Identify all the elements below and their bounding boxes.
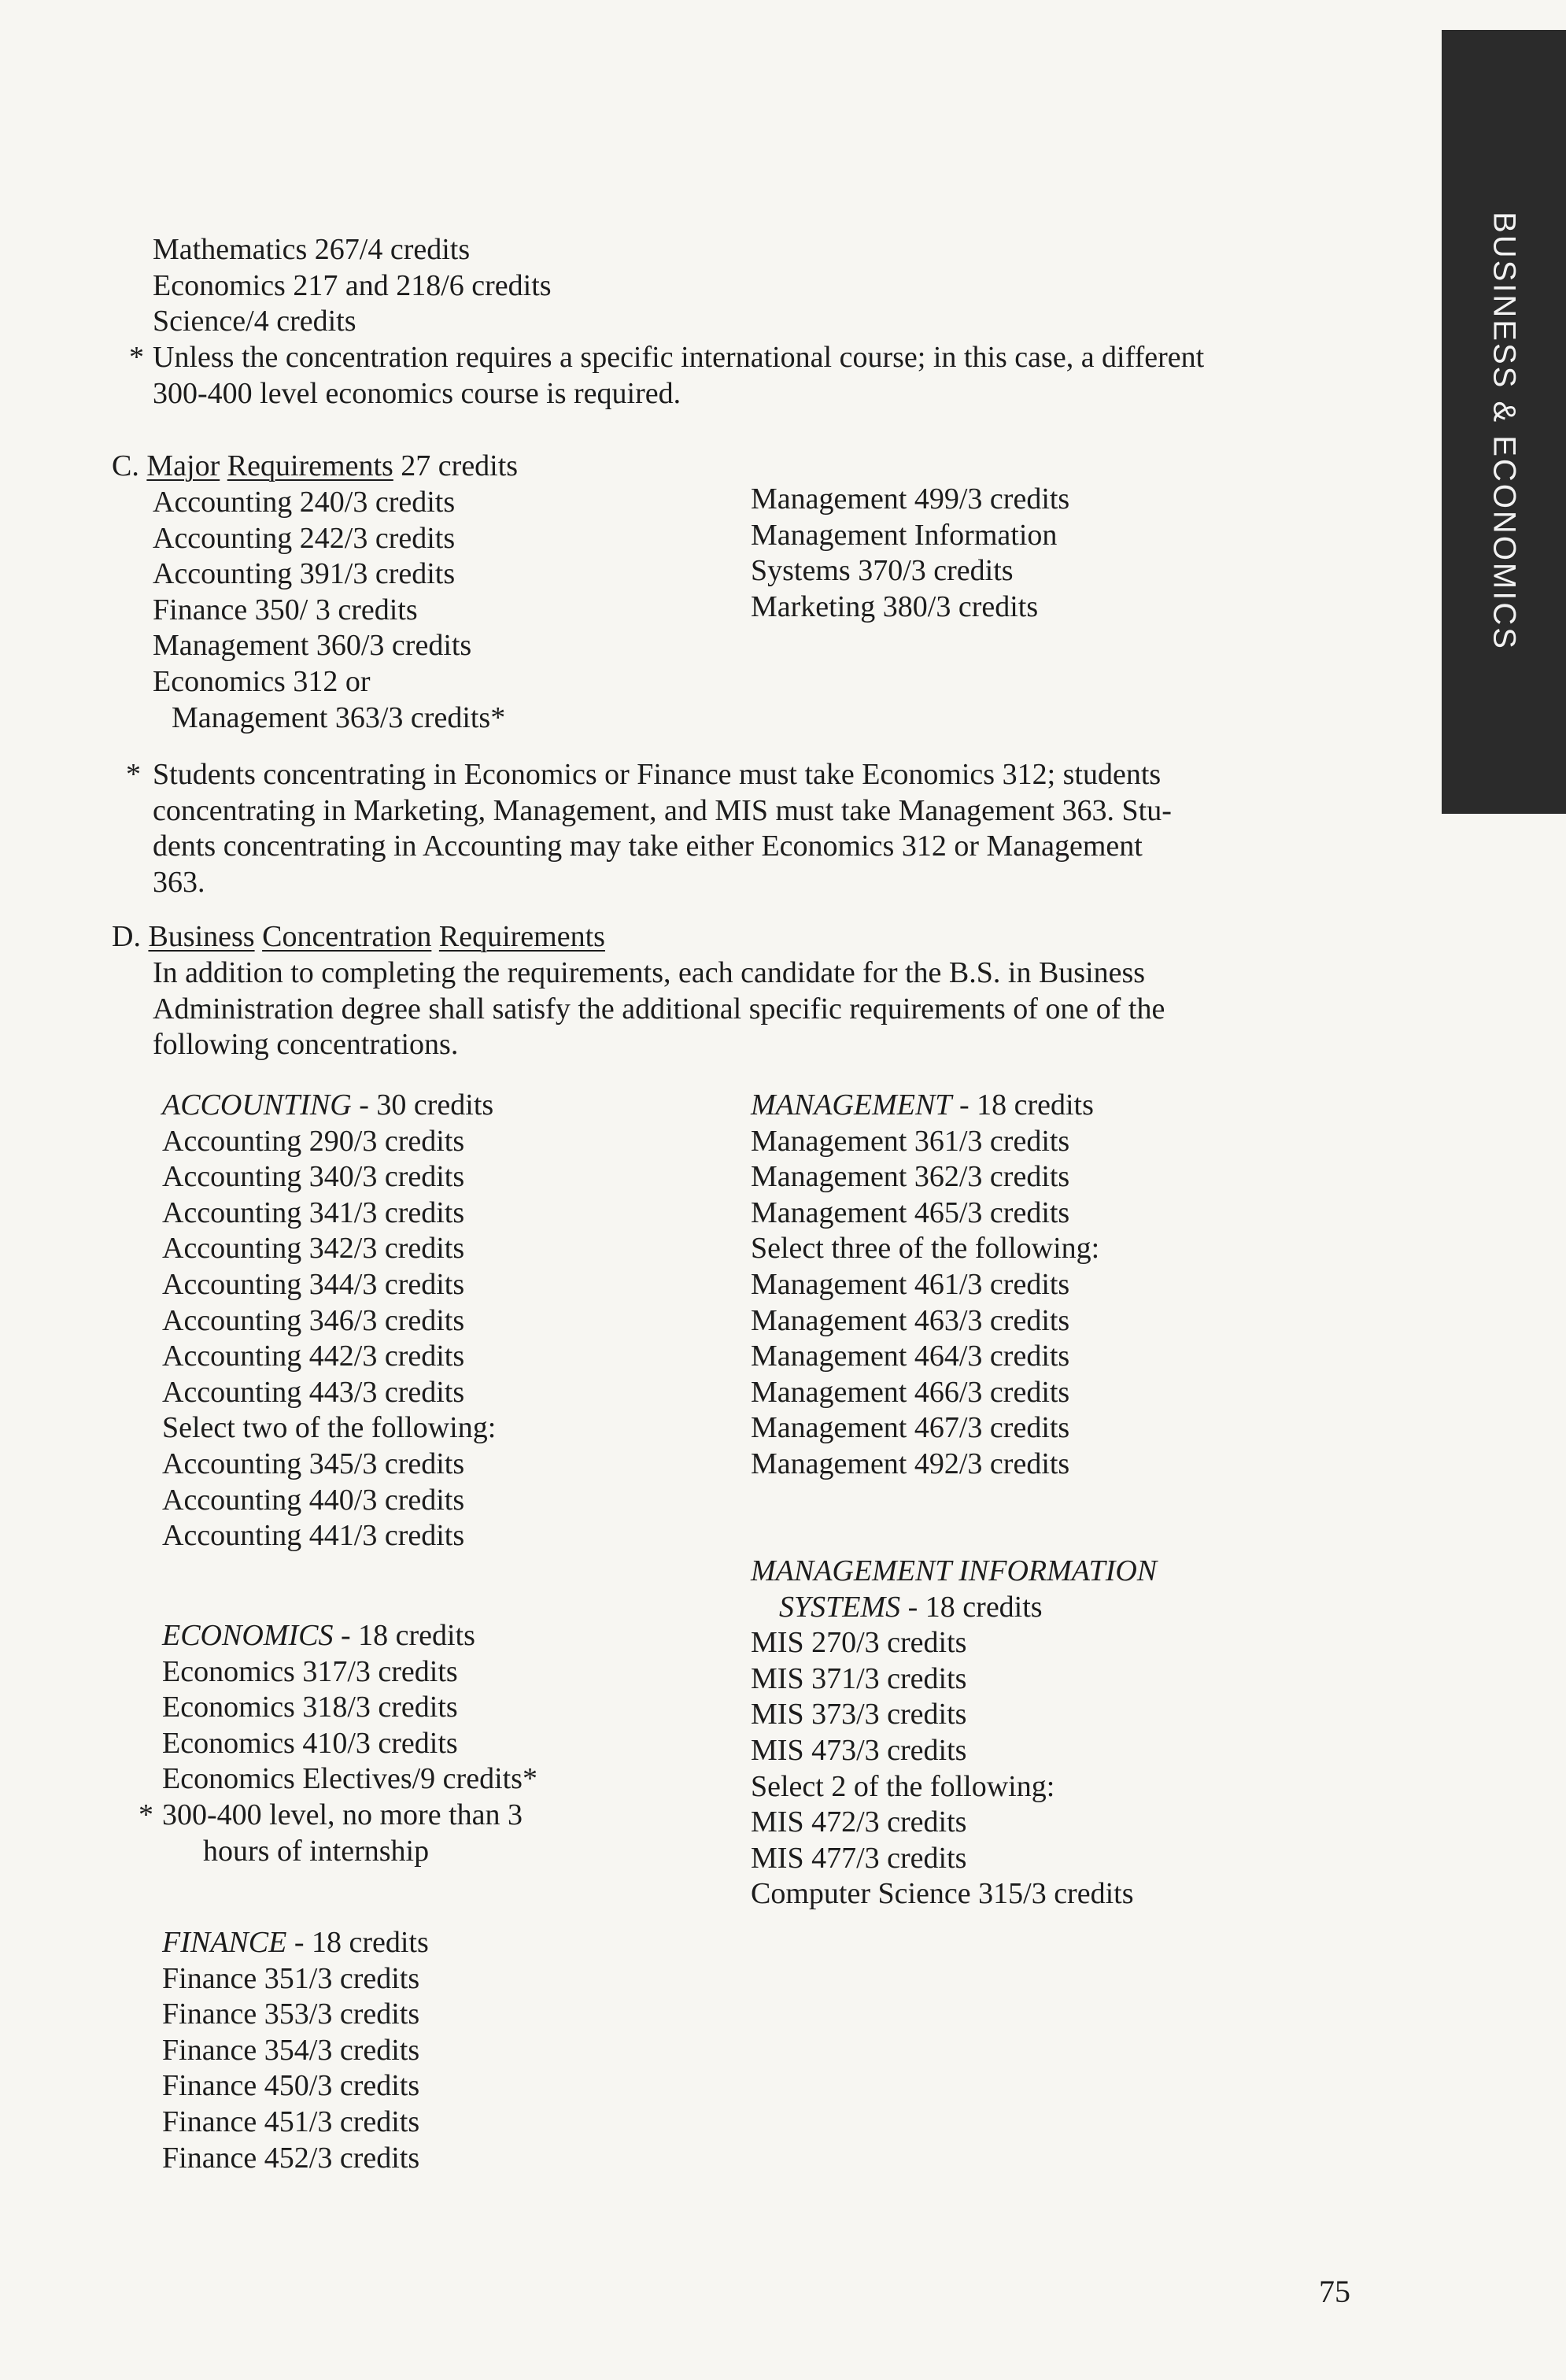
concentration-title bbox=[162, 1925, 429, 1961]
course-line: Accounting 290/3 credits bbox=[162, 1124, 465, 1158]
prereq-line: Economics 217 and 218/6 credits bbox=[153, 268, 552, 302]
course-line: Management 463/3 credits bbox=[751, 1303, 1070, 1337]
management-credits: - 18 credits bbox=[951, 1088, 1094, 1122]
selection-instruction: Select 2 of the following: bbox=[751, 1769, 1055, 1803]
course-line: Management 466/3 credits bbox=[751, 1375, 1070, 1409]
course-line: Management 467/3 credits bbox=[751, 1411, 1070, 1445]
course-line: MIS 477/3 credits bbox=[751, 1841, 967, 1875]
note-line: Students concentrating in Economics or Finance must take Economics 312; students bbox=[153, 758, 1162, 791]
side-tab-label: BUSINESS & ECONOMICS bbox=[1487, 212, 1522, 651]
course-line: Finance 450/3 credits bbox=[162, 2069, 420, 2103]
course-line: Accounting 440/3 credits bbox=[162, 1483, 465, 1517]
intro-line: following concentrations. bbox=[153, 1028, 459, 1062]
course-line: MIS 371/3 credits bbox=[751, 1661, 967, 1695]
mis-title: MANAGEMENT INFORMATION bbox=[751, 1554, 1158, 1587]
heading-major: Major bbox=[146, 449, 220, 482]
intro-line: Administration degree shall satisfy the additional specific requirements of one of the bbox=[153, 992, 1165, 1026]
section-side-tab bbox=[1442, 30, 1566, 814]
finance-credits: - 18 credits bbox=[286, 1926, 429, 1959]
course-line: Accounting 345/3 credits bbox=[162, 1447, 465, 1480]
heading-concentration: Concentration bbox=[262, 920, 432, 953]
course-line: Accounting 340/3 credits bbox=[162, 1160, 465, 1194]
course-line: Management 362/3 credits bbox=[751, 1160, 1070, 1194]
major-requirements-right bbox=[751, 482, 1069, 625]
course-line: Finance 351/3 credits bbox=[162, 1961, 420, 1995]
mis-concentration bbox=[751, 1554, 1157, 1913]
management-title: MANAGEMENT bbox=[751, 1088, 952, 1122]
finance-title: FINANCE bbox=[162, 1926, 287, 1959]
course-line: Accounting 240/3 credits bbox=[153, 486, 456, 519]
heading-requirements: Requirements bbox=[227, 449, 393, 482]
accounting-concentration bbox=[162, 1088, 496, 1554]
course-line: Management 465/3 credits bbox=[751, 1196, 1070, 1229]
course-line: MIS 473/3 credits bbox=[751, 1733, 967, 1767]
accounting-credits: - 30 credits bbox=[351, 1088, 494, 1122]
prereq-note-line: 300-400 level economics course is required. bbox=[153, 377, 681, 410]
concentration-title bbox=[162, 1618, 537, 1654]
course-line: Systems 370/3 credits bbox=[751, 554, 1014, 588]
course-line: Management 492/3 credits bbox=[751, 1447, 1070, 1480]
course-line: Economics 410/3 credits bbox=[162, 1726, 458, 1760]
heading-requirements: Requirements bbox=[438, 920, 605, 953]
course-line: MIS 472/3 credits bbox=[751, 1805, 967, 1839]
concentration-title bbox=[751, 1088, 1099, 1124]
economics-note-line: hours of internship bbox=[203, 1835, 430, 1868]
course-line: Finance 354/3 credits bbox=[162, 2033, 420, 2067]
intro-line: In addition to completing the requirements, each candidate for the B.S. in Business bbox=[153, 956, 1146, 989]
course-line: Management 361/3 credits bbox=[751, 1124, 1070, 1158]
major-note-symbol: * bbox=[126, 758, 141, 791]
course-line: Accounting 344/3 credits bbox=[162, 1267, 465, 1301]
prereq-line: Mathematics 267/4 credits bbox=[153, 233, 471, 266]
economics-title: ECONOMICS bbox=[162, 1619, 334, 1652]
prereq-line: Science/4 credits bbox=[153, 305, 356, 338]
accounting-title: ACCOUNTING bbox=[162, 1088, 352, 1122]
course-line: Finance 350/ 3 credits bbox=[153, 593, 418, 626]
note-line: 363. bbox=[153, 865, 205, 899]
section-d-heading bbox=[112, 919, 605, 955]
management-concentration bbox=[751, 1088, 1099, 1483]
course-line: Economics 318/3 credits bbox=[162, 1691, 458, 1724]
course-line: Economics 312 or bbox=[153, 664, 371, 698]
mis-title-line2: SYSTEMS bbox=[779, 1590, 901, 1624]
course-line: Economics Electives/9 credits* bbox=[162, 1762, 537, 1796]
economics-note-line: 300-400 level, no more than 3 bbox=[162, 1798, 523, 1831]
major-note bbox=[153, 757, 1172, 900]
prereq-note-symbol: * bbox=[129, 341, 144, 374]
course-line: Accounting 342/3 credits bbox=[162, 1232, 465, 1266]
course-line: Management 363/3 credits* bbox=[172, 700, 506, 734]
course-line: MIS 270/3 credits bbox=[751, 1626, 967, 1660]
prereq-note-line: Unless the concentration requires a specific international course; in this case, a different bbox=[153, 341, 1205, 374]
selection-instruction: Select two of the following: bbox=[162, 1411, 497, 1445]
page-number: 75 bbox=[1319, 2274, 1350, 2309]
section-d-intro bbox=[153, 955, 1165, 1063]
heading-business: Business bbox=[148, 920, 255, 953]
course-line: Management 360/3 credits bbox=[153, 629, 472, 663]
economics-note-symbol: * bbox=[139, 1798, 153, 1831]
mis-credits: - 18 credits bbox=[900, 1590, 1043, 1624]
note-line: concentrating in Marketing, Management, and MIS must take Management 363. Stu- bbox=[153, 793, 1172, 827]
course-line: MIS 373/3 credits bbox=[751, 1698, 967, 1731]
concentration-title bbox=[751, 1590, 1157, 1626]
course-line: Management 499/3 credits bbox=[751, 482, 1070, 516]
finance-concentration bbox=[162, 1925, 429, 2176]
selection-instruction: Select three of the following: bbox=[751, 1232, 1100, 1266]
course-line: Management 464/3 credits bbox=[751, 1340, 1070, 1373]
course-line: Accounting 391/3 credits bbox=[153, 557, 456, 591]
heading-credits: 27 credits bbox=[401, 449, 519, 482]
course-line: Economics 317/3 credits bbox=[162, 1654, 458, 1688]
course-line: Accounting 341/3 credits bbox=[162, 1196, 465, 1229]
course-line: Management Information bbox=[751, 518, 1058, 552]
section-c-letter: C. bbox=[112, 449, 139, 482]
section-c-heading bbox=[112, 449, 518, 485]
course-line: Accounting 442/3 credits bbox=[162, 1340, 465, 1373]
economics-credits: - 18 credits bbox=[333, 1619, 475, 1652]
course-line: Finance 353/3 credits bbox=[162, 1998, 420, 2031]
prereq-list bbox=[153, 232, 552, 340]
course-line: Management 461/3 credits bbox=[751, 1267, 1070, 1301]
concentration-title bbox=[162, 1088, 496, 1124]
course-line: Marketing 380/3 credits bbox=[751, 589, 1039, 623]
course-line: Accounting 443/3 credits bbox=[162, 1375, 465, 1409]
section-d-letter: D. bbox=[112, 920, 141, 953]
note-line: dents concentrating in Accounting may take either Economics 312 or Management bbox=[153, 830, 1143, 863]
course-line: Accounting 242/3 credits bbox=[153, 521, 456, 555]
course-line: Accounting 441/3 credits bbox=[162, 1519, 465, 1553]
course-line: Finance 452/3 credits bbox=[162, 2141, 420, 2175]
economics-concentration bbox=[162, 1618, 537, 1798]
course-line: Finance 451/3 credits bbox=[162, 2105, 420, 2138]
major-requirements-left bbox=[153, 485, 505, 736]
course-line: Computer Science 315/3 credits bbox=[751, 1877, 1134, 1911]
course-line: Accounting 346/3 credits bbox=[162, 1303, 465, 1337]
